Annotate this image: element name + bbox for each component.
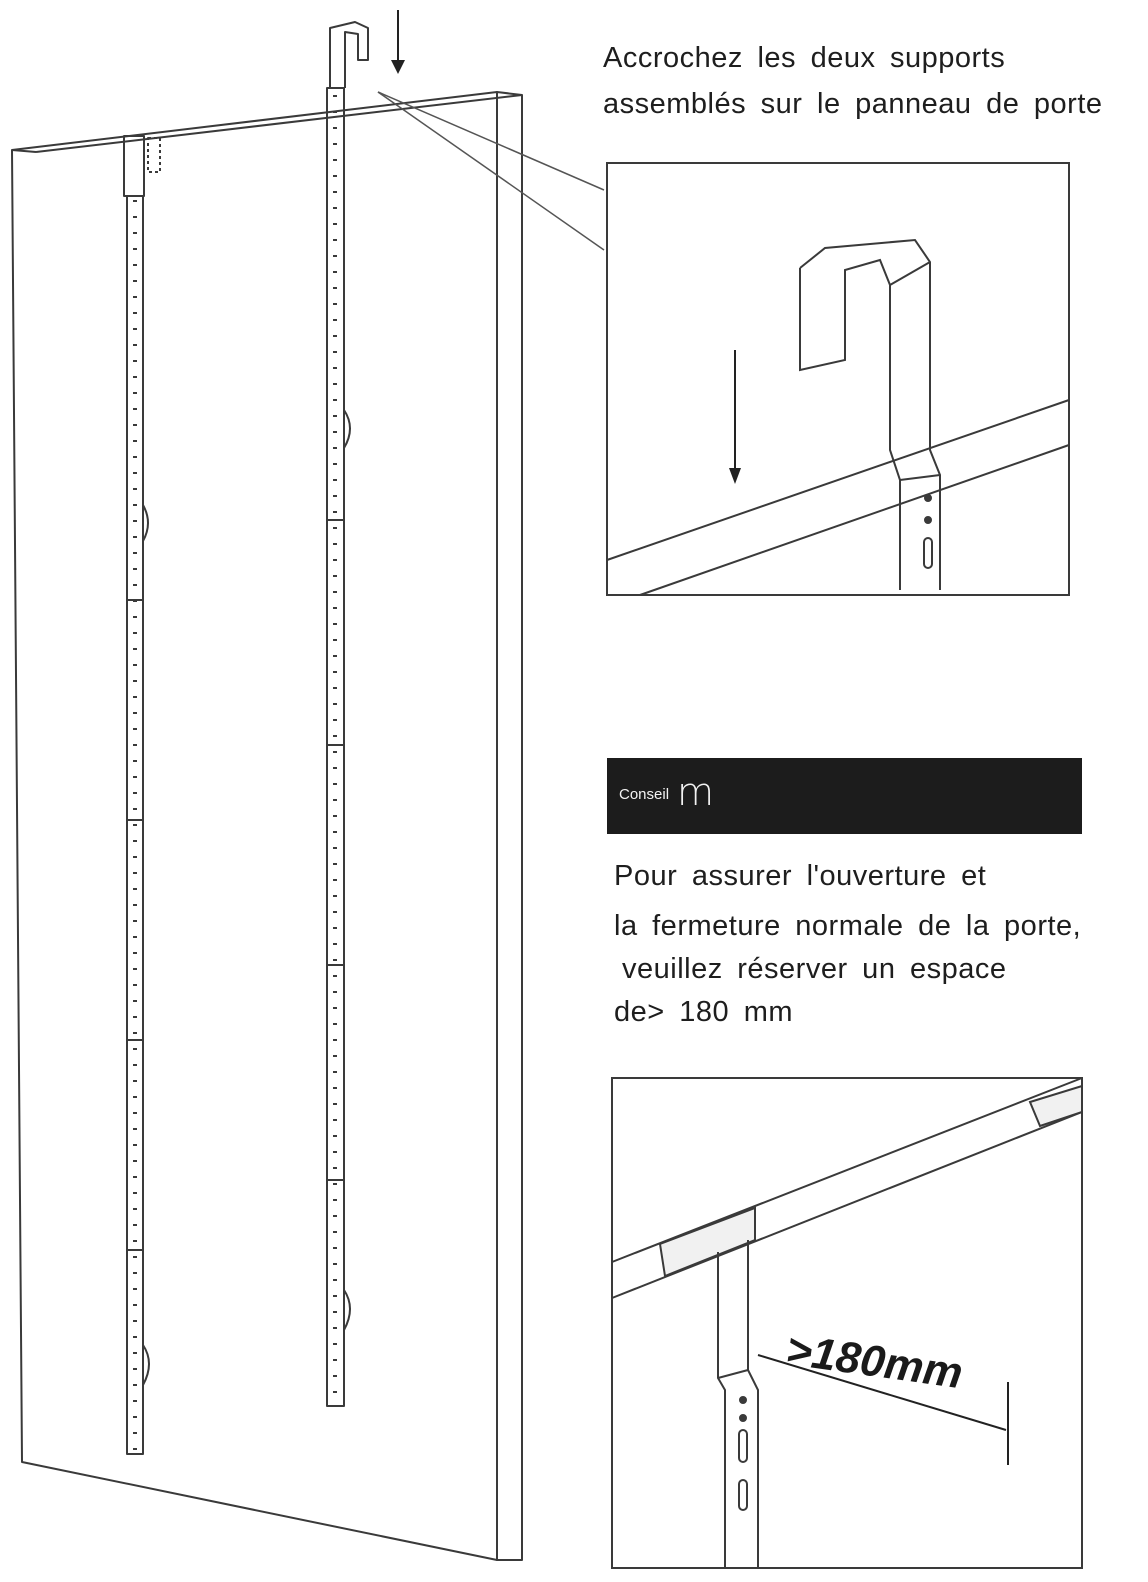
tip-text-line-1: Pour assurer l'ouverture et xyxy=(614,860,987,892)
gap-dimension-label: >180mm xyxy=(783,1325,966,1399)
instruction-line-1: Accrochez les deux supports xyxy=(603,42,1006,74)
callout-lines xyxy=(378,92,604,250)
tip-label: Conseil xyxy=(619,786,670,803)
tip-text-line-4: de> 180 mm xyxy=(614,996,794,1028)
down-arrow-icon xyxy=(391,10,405,74)
tip-text-line-3: veuillez réserver un espace xyxy=(622,953,1007,985)
right-rail xyxy=(327,22,368,1406)
tip-text-line-2: la fermeture normale de la porte, xyxy=(614,910,1082,942)
tip-banner xyxy=(607,758,1082,834)
detail-hook-box xyxy=(607,163,1069,595)
door-panel xyxy=(12,92,522,1560)
instruction-line-2: assemblés sur le panneau de porte xyxy=(603,88,1103,120)
left-rail xyxy=(124,136,160,1454)
tip-glyph: m xyxy=(677,770,715,814)
detail-gap-box xyxy=(612,1078,1082,1568)
